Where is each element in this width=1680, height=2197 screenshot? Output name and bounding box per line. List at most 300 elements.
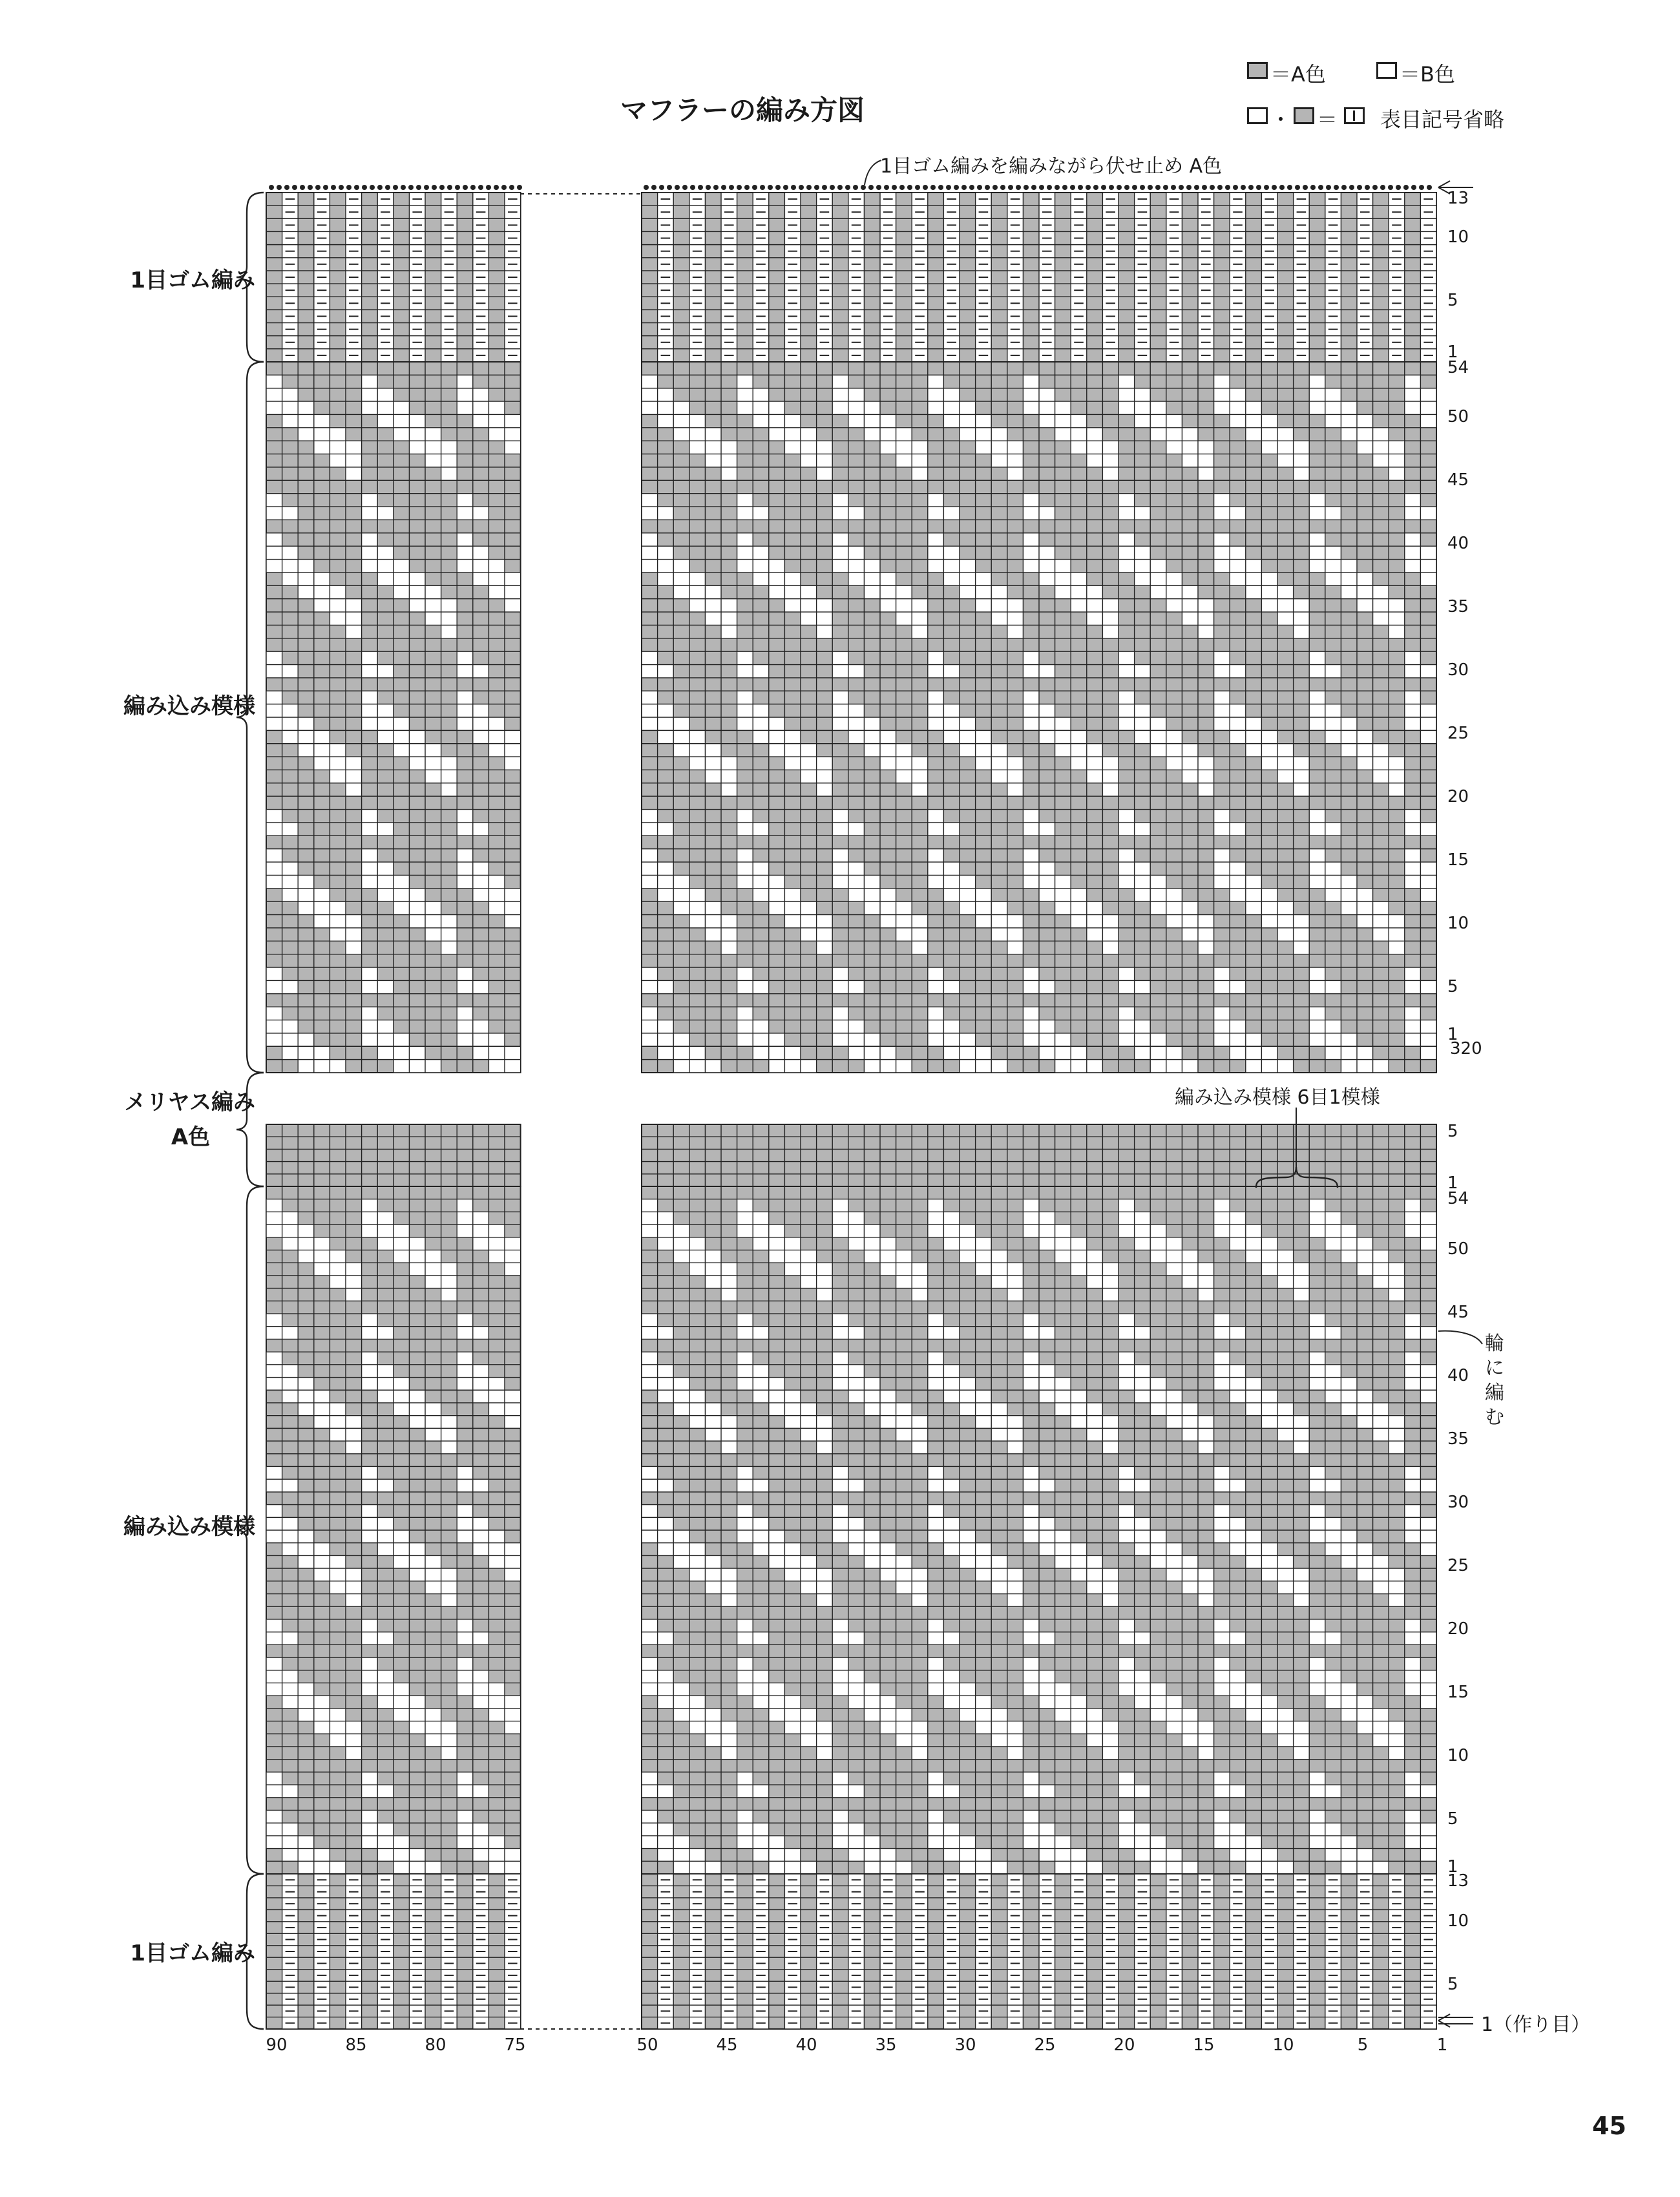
stitch-b xyxy=(1214,1466,1230,1479)
stitch-b xyxy=(848,560,865,573)
stitch-b xyxy=(314,573,330,585)
stitch-b xyxy=(330,612,346,625)
stitch-b xyxy=(784,1390,801,1403)
stitch-b xyxy=(330,901,346,914)
stitch-b xyxy=(346,625,362,638)
stitch-b xyxy=(1325,1632,1341,1645)
stitch-b xyxy=(473,1849,489,1862)
stitch-b xyxy=(1230,546,1246,559)
stitch-b xyxy=(505,915,521,928)
stitch-b xyxy=(1294,1568,1310,1581)
stitch-b xyxy=(769,730,785,743)
bind-off-dot xyxy=(439,185,445,190)
stitch-b xyxy=(394,717,410,730)
stitch-b xyxy=(1309,546,1325,559)
stitch-b xyxy=(314,1237,330,1250)
stitch-b xyxy=(737,401,753,414)
stitch-b xyxy=(1039,1479,1055,1492)
stitch-b xyxy=(1039,1683,1055,1696)
stitch-b xyxy=(505,1861,521,1874)
stitch-b xyxy=(1118,1199,1135,1212)
stitch-b xyxy=(753,1823,769,1836)
bind-off-dot xyxy=(713,185,719,190)
stitch-b xyxy=(266,980,282,993)
stitch-b xyxy=(488,1708,505,1721)
col-label: 75 xyxy=(504,2035,526,2055)
stitch-b xyxy=(314,1060,330,1073)
stitch-b xyxy=(960,744,976,757)
stitch-b xyxy=(1246,1237,1262,1250)
stitch-b xyxy=(721,770,737,783)
stitch-b xyxy=(912,454,928,467)
stitch-b xyxy=(753,401,769,414)
stitch-b xyxy=(362,1466,378,1479)
stitch-b xyxy=(1118,875,1135,888)
stitch-b xyxy=(1230,1479,1246,1492)
stitch-b xyxy=(864,1060,880,1073)
stitch-b xyxy=(753,888,769,901)
stitch-b xyxy=(1150,1403,1166,1416)
stitch-b xyxy=(1261,901,1277,914)
stitch-b xyxy=(1357,1543,1373,1556)
section-stockinette: メリヤス編み xyxy=(124,1089,255,1115)
stitch-b xyxy=(409,1721,425,1734)
stitch-b xyxy=(1055,875,1071,888)
stitch-b xyxy=(705,1861,721,1874)
stitch-b xyxy=(505,1543,521,1556)
bind-off-dot xyxy=(907,185,912,190)
stitch-b xyxy=(488,1861,505,1874)
stitch-b xyxy=(1405,401,1421,414)
stitch-b xyxy=(457,1378,473,1391)
stitch-b xyxy=(1261,1849,1277,1862)
stitch-b xyxy=(266,651,282,664)
row-label: 15 xyxy=(1447,850,1469,870)
stitch-b xyxy=(457,1327,473,1340)
stitch-b xyxy=(864,1836,880,1849)
stitch-b xyxy=(721,1747,737,1760)
stitch-b xyxy=(1389,1747,1405,1760)
stitch-b xyxy=(689,599,706,612)
stitch-b xyxy=(1277,1581,1294,1594)
stitch-b xyxy=(642,875,658,888)
stitch-b xyxy=(362,533,378,546)
stitch-b xyxy=(1087,612,1103,625)
stitch-b xyxy=(1420,1683,1436,1696)
stitch-b xyxy=(473,1785,489,1798)
stitch-b xyxy=(928,1020,944,1033)
stitch-b xyxy=(457,388,473,401)
stitch-b xyxy=(1150,1060,1166,1073)
stitch-b xyxy=(1118,967,1135,980)
stitch-b xyxy=(1023,980,1039,993)
stitch-b xyxy=(1198,454,1214,467)
stitch-b xyxy=(737,388,753,401)
stitch-b xyxy=(362,560,378,573)
stitch-b xyxy=(864,1033,880,1046)
stitch-b xyxy=(266,1378,282,1391)
stitch-b xyxy=(1294,1734,1310,1747)
stitch-b xyxy=(266,665,282,678)
stitch-b xyxy=(346,467,362,480)
stitch-b xyxy=(864,401,880,414)
col-label: 50 xyxy=(636,2035,658,2055)
stitch-b xyxy=(1023,1823,1039,1836)
stitch-b xyxy=(705,770,721,783)
stitch-b xyxy=(1357,744,1373,757)
stitch-b xyxy=(817,1721,833,1734)
stitch-b xyxy=(1102,467,1118,480)
row-label: 45 xyxy=(1447,470,1469,490)
stitch-b xyxy=(1309,494,1325,507)
stitch-b xyxy=(1007,441,1024,454)
stitch-b xyxy=(1182,1555,1198,1568)
stitch-b xyxy=(1055,1403,1071,1416)
stitch-b xyxy=(1198,1734,1214,1747)
stitch-b xyxy=(673,1530,689,1543)
bind-off-dot xyxy=(501,185,507,190)
stitch-b xyxy=(880,1403,896,1416)
stitch-b xyxy=(1309,1007,1325,1020)
stitch-b xyxy=(880,1708,896,1721)
stitch-b xyxy=(976,1250,992,1263)
stitch-b xyxy=(753,1212,769,1225)
stitch-b xyxy=(362,980,378,993)
stitch-b xyxy=(488,1836,505,1849)
stitch-b xyxy=(1007,625,1024,638)
stitch-b xyxy=(832,401,848,414)
stitch-b xyxy=(1277,1568,1294,1581)
stitch-b xyxy=(377,1390,394,1403)
stitch-b xyxy=(689,573,706,585)
stitch-b xyxy=(488,414,505,427)
bind-off-dot xyxy=(408,185,414,190)
stitch-b xyxy=(1230,1683,1246,1696)
stitch-b xyxy=(1309,967,1325,980)
stitch-b xyxy=(912,770,928,783)
stitch-b xyxy=(1214,1670,1230,1683)
stitch-b xyxy=(880,1555,896,1568)
stitch-b xyxy=(673,1403,689,1416)
bind-off-dot xyxy=(432,185,437,190)
stitch-b xyxy=(505,730,521,743)
stitch-b xyxy=(769,1849,785,1862)
stitch-b xyxy=(1373,928,1389,941)
stitch-b xyxy=(362,704,378,717)
stitch-b xyxy=(282,1543,299,1556)
stitch-b xyxy=(1039,980,1055,993)
stitch-b xyxy=(673,1225,689,1237)
stitch-b xyxy=(1261,1543,1277,1556)
bind-off-dot xyxy=(682,185,688,190)
stitch-b xyxy=(1214,507,1230,520)
stitch-b xyxy=(976,915,992,928)
bind-off-dot xyxy=(455,185,460,190)
stitch-b xyxy=(769,1378,785,1391)
stitch-b xyxy=(1373,757,1389,770)
stitch-b xyxy=(928,875,944,888)
stitch-b xyxy=(1325,573,1341,585)
stitch-b xyxy=(1325,1683,1341,1696)
stitch-b xyxy=(1309,665,1325,678)
stitch-b xyxy=(314,1416,330,1429)
stitch-b xyxy=(1055,888,1071,901)
section-rib-top: 1目ゴム編み xyxy=(130,268,255,293)
stitch-b xyxy=(737,1199,753,1212)
stitch-b xyxy=(832,1479,848,1492)
stitch-b xyxy=(394,1403,410,1416)
stitch-b xyxy=(784,1263,801,1276)
stitch-b xyxy=(1325,862,1341,875)
stitch-b xyxy=(1182,770,1198,783)
stitch-b xyxy=(1023,1479,1039,1492)
bind-off-dot xyxy=(1179,185,1184,190)
stitch-b xyxy=(1405,665,1421,678)
stitch-b xyxy=(1389,1721,1405,1734)
bind-off-dot xyxy=(1248,185,1254,190)
stitch-b xyxy=(1389,1416,1405,1429)
stitch-b xyxy=(377,388,394,401)
stitch-b xyxy=(1246,1543,1262,1556)
stitch-b xyxy=(1389,770,1405,783)
stitch-b xyxy=(1341,1033,1357,1046)
bind-off-dot xyxy=(644,185,649,190)
stitch-b xyxy=(864,1046,880,1059)
stitch-b xyxy=(673,901,689,914)
stitch-b xyxy=(642,823,658,836)
stitch-b xyxy=(832,1199,848,1212)
stitch-b xyxy=(848,1365,865,1378)
stitch-b xyxy=(1357,573,1373,585)
stitch-b xyxy=(673,1849,689,1862)
stitch-b xyxy=(928,1365,944,1378)
stitch-b xyxy=(689,1696,706,1708)
stitch-b xyxy=(394,573,410,585)
stitch-b xyxy=(737,1479,753,1492)
stitch-b xyxy=(1294,1288,1310,1301)
stitch-b xyxy=(753,704,769,717)
stitch-b xyxy=(801,770,817,783)
col-label: 15 xyxy=(1193,2035,1215,2055)
stitch-b xyxy=(330,428,346,441)
stitch-b xyxy=(1325,1517,1341,1530)
stitch-b xyxy=(976,1060,992,1073)
stitch-b xyxy=(1055,1543,1071,1556)
stitch-b xyxy=(1150,1530,1166,1543)
stitch-b xyxy=(1071,428,1087,441)
stitch-b xyxy=(1341,1683,1357,1696)
stitch-b xyxy=(1118,1505,1135,1518)
stitch-b xyxy=(817,454,833,467)
stitch-b xyxy=(737,862,753,875)
stitch-b xyxy=(1118,1225,1135,1237)
stitch-b xyxy=(1214,810,1230,823)
stitch-b xyxy=(705,599,721,612)
stitch-b xyxy=(1405,1772,1421,1785)
stitch-b xyxy=(425,1250,441,1263)
stitch-b xyxy=(1389,1441,1405,1454)
stitch-b xyxy=(425,1734,441,1747)
stitch-b xyxy=(896,915,912,928)
row-label: 15 xyxy=(1447,1683,1469,1702)
stitch-b xyxy=(266,1020,282,1033)
stitch-b xyxy=(769,1530,785,1543)
stitch-b xyxy=(1373,1263,1389,1276)
stitch-b xyxy=(266,717,282,730)
stitch-b xyxy=(673,1378,689,1391)
stitch-b xyxy=(505,414,521,427)
stitch-b xyxy=(1071,1721,1087,1734)
stitch-b xyxy=(1198,1747,1214,1760)
stitch-b xyxy=(473,1327,489,1340)
stitch-b xyxy=(473,388,489,401)
stitch-b xyxy=(943,875,960,888)
bind-off-dot xyxy=(868,185,874,190)
section-fair-isle-top: 編み込み模様 xyxy=(123,693,255,719)
stitch-b xyxy=(1135,1632,1151,1645)
stitch-b xyxy=(282,1836,299,1849)
stitch-b xyxy=(721,1721,737,1734)
stitch-b xyxy=(1420,1327,1436,1340)
stitch-b xyxy=(976,744,992,757)
stitch-b xyxy=(832,1225,848,1237)
bind-off-dot xyxy=(463,185,468,190)
stitch-b xyxy=(1214,1530,1230,1543)
stitch-b xyxy=(425,428,441,441)
stitch-b xyxy=(1325,1378,1341,1391)
stitch-b xyxy=(1420,573,1436,585)
stitch-b xyxy=(960,1403,976,1416)
stitch-b xyxy=(784,573,801,585)
stitch-b xyxy=(377,1020,394,1033)
row-label: 35 xyxy=(1447,1429,1469,1449)
stitch-b xyxy=(848,1378,865,1391)
stitch-b xyxy=(425,1708,441,1721)
stitch-b xyxy=(642,1657,658,1670)
stitch-b xyxy=(801,1568,817,1581)
stitch-b xyxy=(1405,1378,1421,1391)
stitch-b xyxy=(705,1734,721,1747)
stitch-b xyxy=(314,730,330,743)
stitch-b xyxy=(753,1033,769,1046)
stitch-b xyxy=(880,414,896,427)
stitch-b xyxy=(1214,560,1230,573)
stitch-b xyxy=(817,1288,833,1301)
stitch-b xyxy=(1166,1721,1182,1734)
stitch-b xyxy=(1246,401,1262,414)
stitch-b xyxy=(425,441,441,454)
stitch-b xyxy=(1055,730,1071,743)
bind-off-dot xyxy=(494,185,499,190)
stitch-b xyxy=(880,1390,896,1403)
stitch-b xyxy=(1150,1555,1166,1568)
stitch-b xyxy=(1102,1747,1118,1760)
stitch-b xyxy=(1309,1479,1325,1492)
stitch-b xyxy=(1087,1555,1103,1568)
stitch-b xyxy=(1420,1212,1436,1225)
stitch-b xyxy=(673,573,689,585)
stitch-b xyxy=(1373,1428,1389,1441)
stitch-b xyxy=(377,1785,394,1798)
stitch-b xyxy=(1309,862,1325,875)
stitch-b xyxy=(943,1530,960,1543)
stitch-b xyxy=(880,1046,896,1059)
stitch-b xyxy=(1023,1657,1039,1670)
stitch-b xyxy=(1135,823,1151,836)
stitch-b xyxy=(658,1632,674,1645)
stitch-b xyxy=(1118,494,1135,507)
stitch-b xyxy=(1277,428,1294,441)
stitch-b xyxy=(1087,1263,1103,1276)
stitch-b xyxy=(298,573,314,585)
bind-off-dot xyxy=(370,185,375,190)
stitch-b xyxy=(1039,1237,1055,1250)
stitch-b xyxy=(441,1568,457,1581)
stitch-b xyxy=(1420,980,1436,993)
stitch-b xyxy=(394,1033,410,1046)
stitch-b xyxy=(1135,546,1151,559)
stitch-b xyxy=(377,546,394,559)
row-label: 25 xyxy=(1447,1556,1469,1575)
stitch-b xyxy=(1261,1555,1277,1568)
stitch-b xyxy=(912,915,928,928)
stitch-b xyxy=(848,862,865,875)
stitch-b xyxy=(1166,1403,1182,1416)
col-label: 25 xyxy=(1034,2035,1056,2055)
stitch-b xyxy=(753,1327,769,1340)
stitch-b xyxy=(658,823,674,836)
stitch-b xyxy=(1230,980,1246,993)
stitch-b xyxy=(266,1670,282,1683)
stitch-b xyxy=(473,573,489,585)
stitch-b xyxy=(1246,1861,1262,1874)
stitch-b xyxy=(658,1543,674,1556)
stitch-b xyxy=(377,1696,394,1708)
stitch-b xyxy=(642,1619,658,1632)
stitch-b xyxy=(928,1033,944,1046)
stitch-b xyxy=(1405,691,1421,704)
stitch-b xyxy=(1246,875,1262,888)
stitch-b xyxy=(1357,1696,1373,1708)
stitch-b xyxy=(928,1327,944,1340)
stitch-b xyxy=(298,1237,314,1250)
stitch-b xyxy=(1309,1785,1325,1798)
stitch-b xyxy=(298,901,314,914)
stitch-b xyxy=(658,1378,674,1391)
stitch-b xyxy=(1294,915,1310,928)
stitch-b xyxy=(721,612,737,625)
stitch-b xyxy=(737,375,753,388)
stitch-b xyxy=(1230,1836,1246,1849)
stitch-b xyxy=(362,375,378,388)
stitch-b xyxy=(1023,1772,1039,1785)
stitch-b xyxy=(976,730,992,743)
stitch-b xyxy=(314,888,330,901)
stitch-b xyxy=(896,585,912,598)
stitch-b xyxy=(441,1276,457,1288)
bind-off-dot xyxy=(1086,185,1091,190)
stitch-b xyxy=(1182,1581,1198,1594)
stitch-b xyxy=(1166,1390,1182,1403)
stitch-b xyxy=(1023,546,1039,559)
row-label: 35 xyxy=(1447,597,1469,616)
stitch-b xyxy=(282,823,299,836)
stitch-b xyxy=(1357,1721,1373,1734)
stitch-b xyxy=(1039,1033,1055,1046)
stitch-b xyxy=(991,454,1007,467)
stitch-b xyxy=(784,1250,801,1263)
stitch-b xyxy=(457,1823,473,1836)
